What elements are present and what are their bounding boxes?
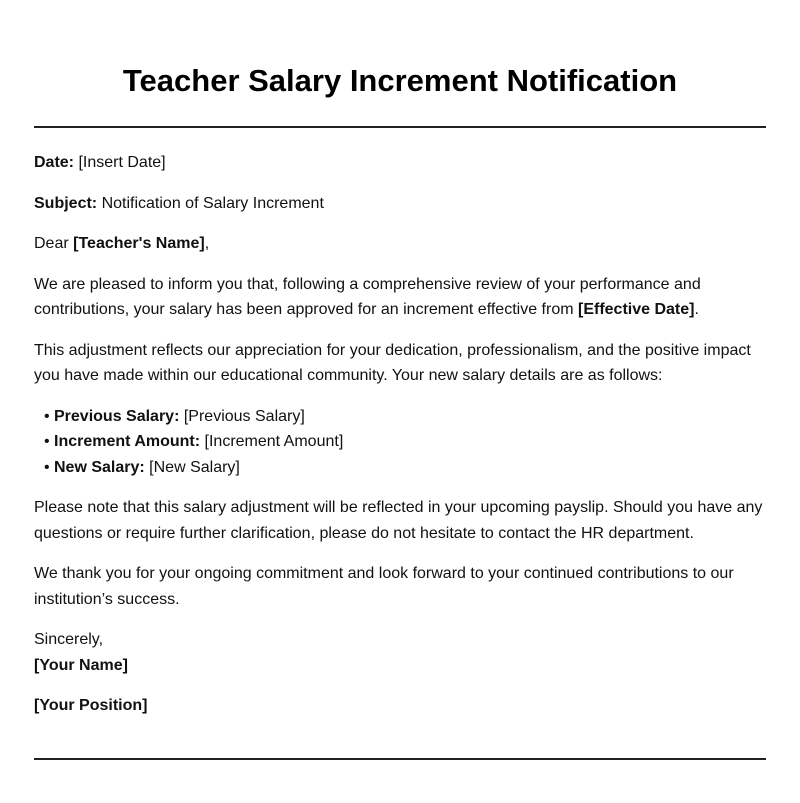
closing-block [34, 627, 766, 678]
teacher-name-placeholder: [Teacher's Name] [73, 235, 205, 252]
position-line [34, 693, 766, 719]
greeting-suffix: , [204, 235, 210, 252]
paragraph-payslip-note: Please note that this salary adjustment will be reflected in your upcoming payslip. Should you have any questions or require further clarification, please do not hesitate to contact the HR department. [34, 499, 763, 542]
date-value: [Insert Date] [74, 154, 166, 171]
subject-line [34, 191, 766, 217]
paragraph-appreciation: This adjustment reflects our appreciation for your dedication, professionalism, and the positive impact you have made within our educational community. Your new salary details are as follows: [34, 341, 751, 384]
your-name-placeholder: [Your Name] [34, 656, 128, 674]
bullet-icon: • [44, 407, 50, 425]
greeting-prefix: Dear [34, 235, 74, 252]
letter-body [34, 150, 766, 734]
announcement-text: We are pleased to inform you that, following a comprehensive review of your performance and contributions, your salary has been approved for an increment effective from [34, 275, 701, 318]
salary-details-list [34, 404, 766, 481]
effective-date-placeholder: [Effective Date] [578, 301, 695, 318]
paragraph-announcement [34, 272, 766, 323]
greeting-line [34, 231, 766, 257]
page-title: Teacher Salary Increment Notification [122, 63, 678, 98]
list-item-previous-salary [44, 404, 766, 430]
paragraph-thanks: We thank you for your ongoing commitment and look forward to your continued contributions to our institution’s success. [34, 565, 734, 608]
increment-amount-label: Increment Amount: [54, 433, 201, 450]
list-item-new-salary [44, 455, 766, 481]
increment-amount-value: [Increment Amount] [200, 433, 344, 450]
new-salary-label: New Salary: [54, 458, 145, 476]
announcement-end: . [694, 301, 699, 318]
list-item-increment-amount [44, 429, 766, 455]
bullet-icon: • [44, 458, 50, 476]
subject-value: Notification of Salary Increment [97, 194, 324, 212]
previous-salary-value: [Previous Salary] [179, 407, 305, 425]
subject-label: Subject: [34, 194, 98, 212]
bullet-icon: • [44, 433, 50, 450]
valediction: Sincerely, [34, 631, 104, 648]
new-salary-value: [New Salary] [144, 458, 240, 476]
bottom-divider [34, 758, 766, 760]
your-position-placeholder: [Your Position] [34, 697, 148, 714]
date-label: Date: [34, 154, 75, 171]
top-divider [34, 126, 766, 128]
previous-salary-label: Previous Salary: [54, 407, 180, 425]
date-line [34, 150, 766, 176]
